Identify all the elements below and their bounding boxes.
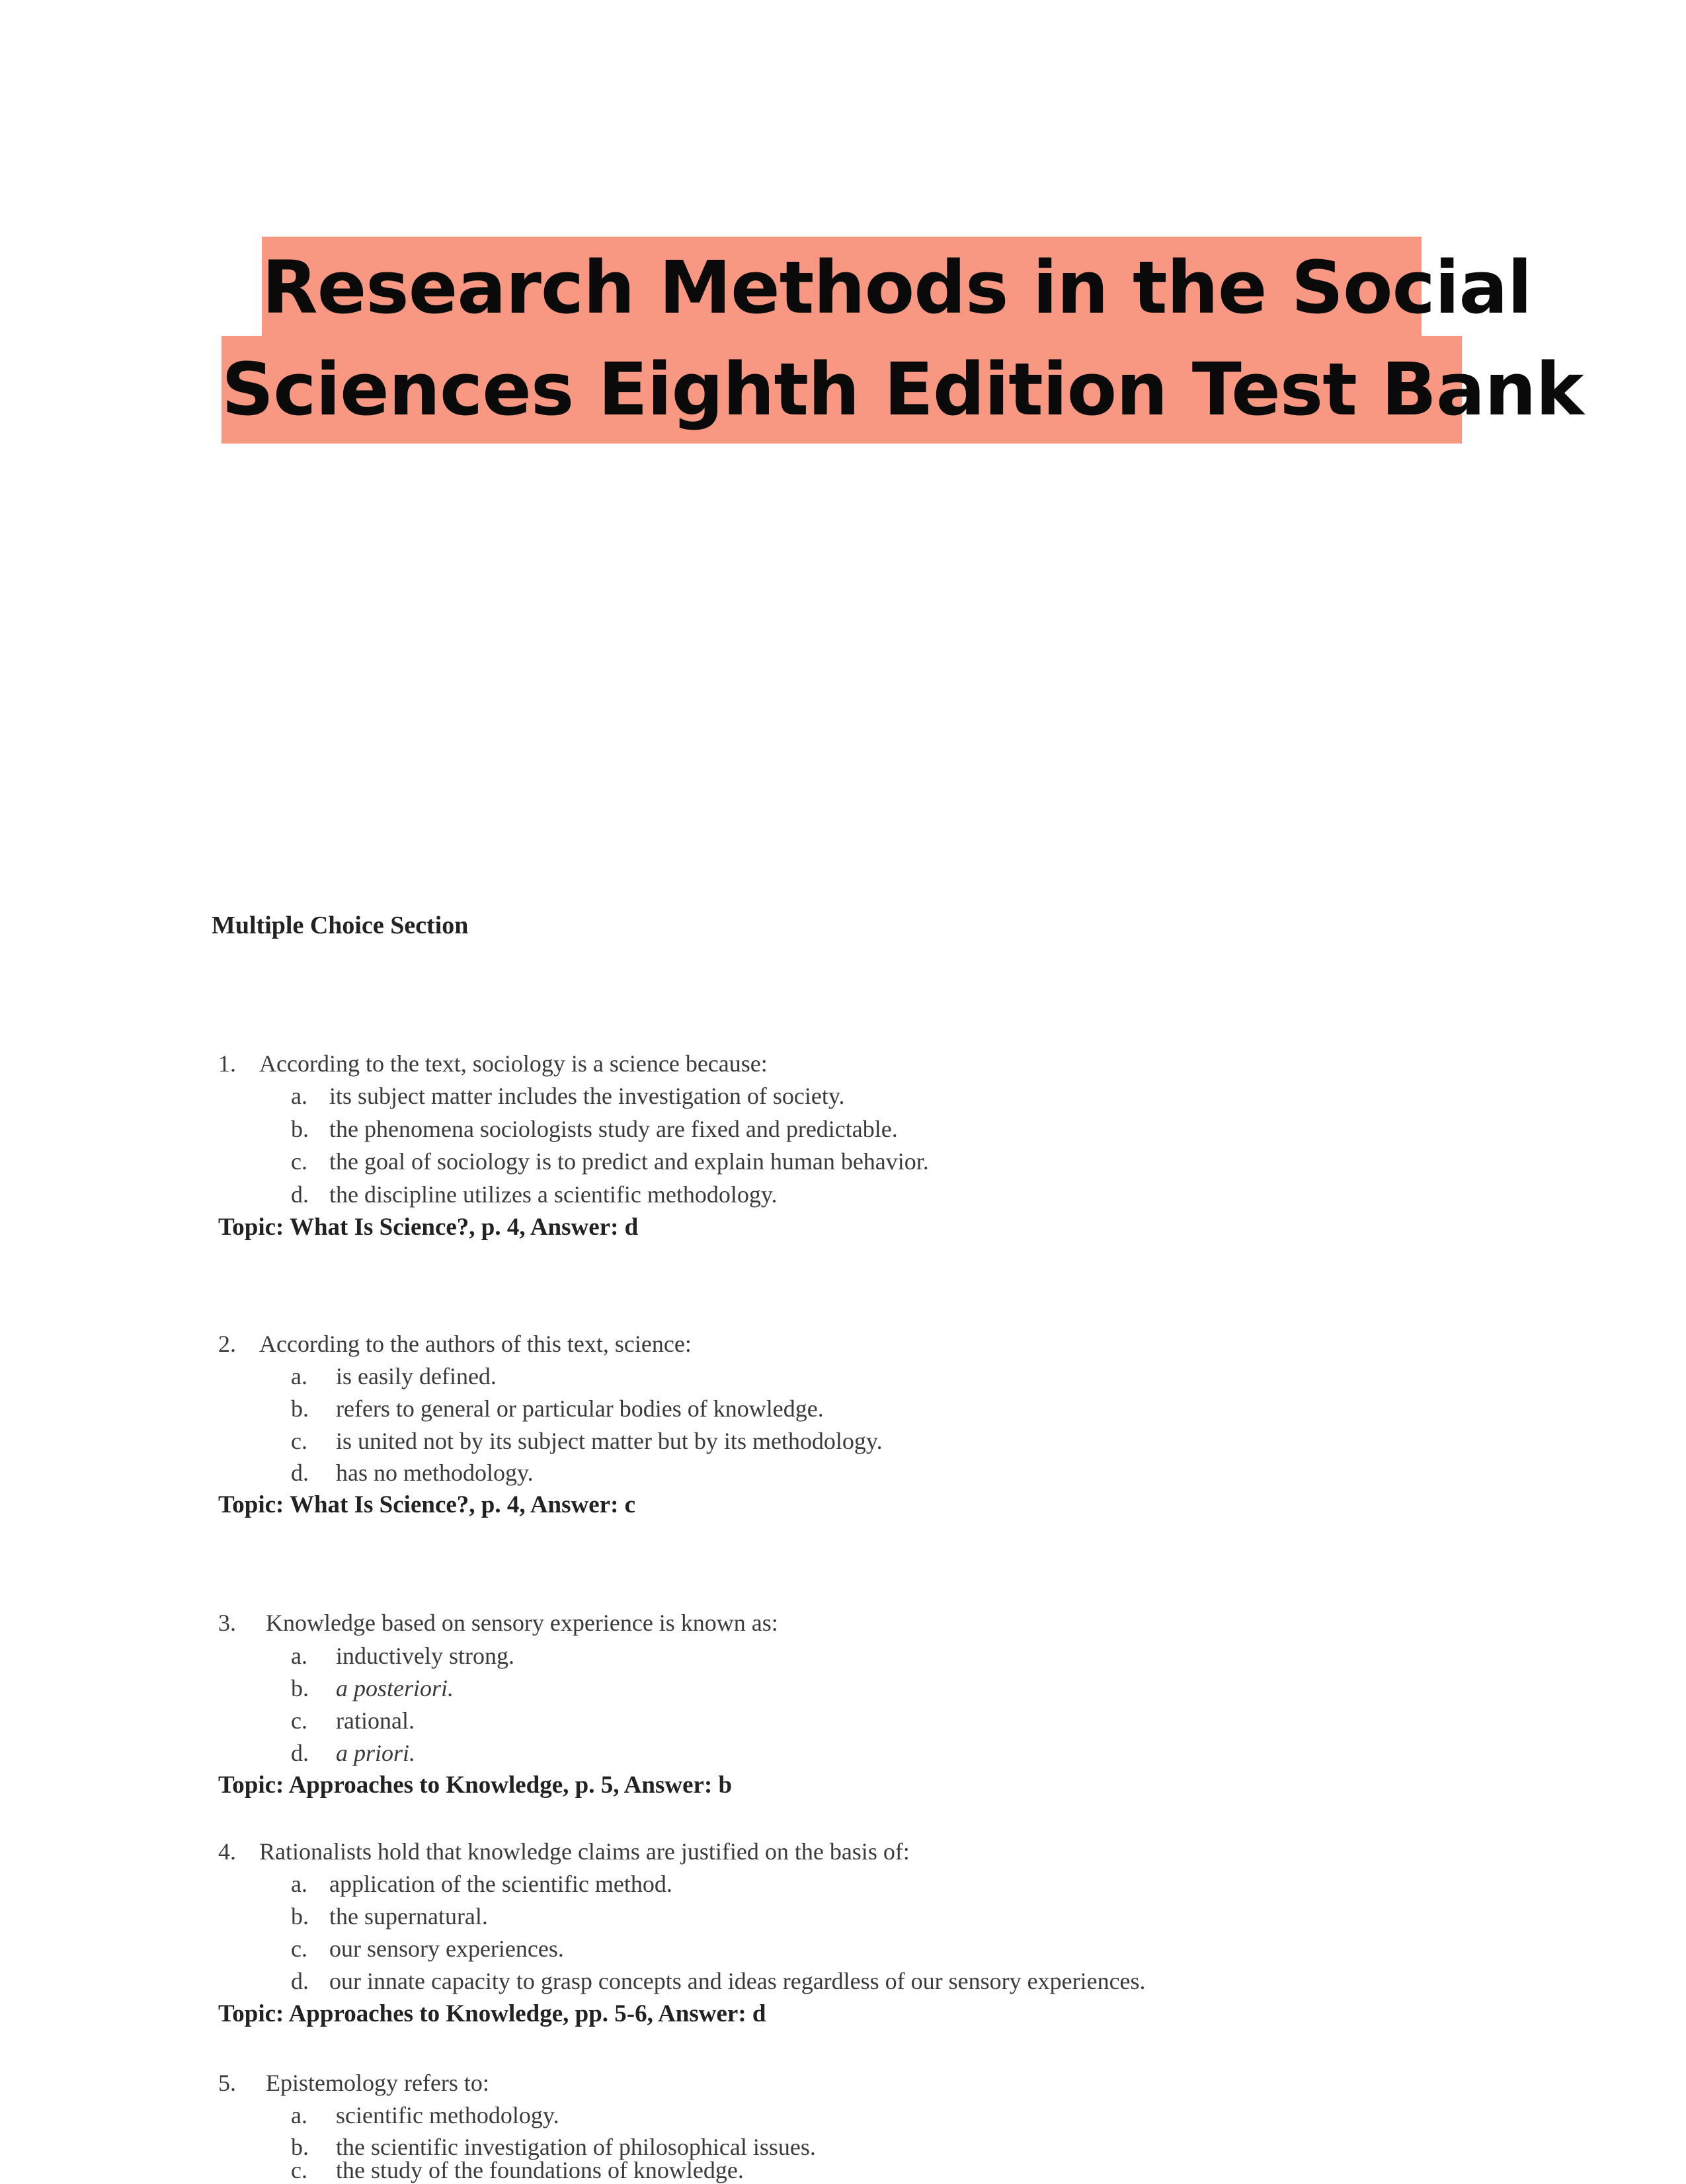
option-letter: b. — [291, 1395, 309, 1422]
question-3-stem — [218, 1609, 778, 1637]
section-heading: Multiple Choice Section — [212, 912, 469, 939]
question-2-option-d — [291, 1459, 534, 1487]
option-text: has no methodology. — [336, 1460, 534, 1486]
question-4-option-a — [291, 1870, 672, 1898]
question-text: Rationalists hold that knowledge claims are justified on the basis of: — [259, 1838, 910, 1865]
title-banner-line-1: Research Methods in the Social — [262, 237, 1422, 338]
question-3-option-c — [291, 1707, 415, 1735]
option-letter: b. — [291, 2134, 309, 2160]
option-text: is united not by its subject matter but by its methodology. — [336, 1428, 883, 1454]
question-1-stem — [218, 1050, 768, 1077]
question-2-option-c — [291, 1427, 883, 1455]
question-number: 2. — [218, 1331, 236, 1357]
option-letter: a. — [291, 1643, 307, 1669]
option-letter: c. — [291, 2157, 307, 2183]
question-1-option-c — [291, 1148, 929, 1175]
question-text: According to the text, sociology is a science because: — [259, 1050, 768, 1077]
option-text: the discipline utilizes a scientific methodology. — [329, 1181, 778, 1208]
option-letter: d. — [291, 1740, 309, 1766]
option-letter: c. — [291, 1707, 307, 1734]
question-2-option-a — [291, 1362, 497, 1390]
question-1-option-d — [291, 1181, 778, 1208]
option-letter: a. — [291, 1083, 307, 1109]
question-4-option-d — [291, 1967, 1146, 1995]
question-2-topic: Topic: What Is Science?, p. 4, Answer: c — [218, 1491, 636, 1518]
option-text: is easily defined. — [336, 1363, 497, 1389]
option-letter: b. — [291, 1675, 309, 1701]
option-text: the phenomena sociologists study are fixed and predictable. — [329, 1116, 898, 1142]
question-number: 1. — [218, 1050, 236, 1077]
question-5-option-c — [291, 2156, 744, 2184]
question-1-option-b — [291, 1115, 898, 1143]
option-text: rational. — [336, 1707, 415, 1734]
option-text: inductively strong. — [336, 1643, 514, 1669]
question-number: 5. — [218, 2070, 236, 2096]
question-text: Knowledge based on sensory experience is known as: — [266, 1610, 778, 1636]
option-text: its subject matter includes the investigation of society. — [329, 1083, 845, 1109]
question-3-option-a — [291, 1642, 514, 1670]
question-number: 4. — [218, 1838, 236, 1865]
question-number: 3. — [218, 1610, 236, 1636]
option-letter: d. — [291, 1181, 309, 1208]
option-letter: d. — [291, 1460, 309, 1486]
option-text: the goal of sociology is to predict and explain human behavior. — [329, 1148, 929, 1175]
option-text: our sensory experiences. — [329, 1935, 564, 1962]
option-letter: a. — [291, 1363, 307, 1389]
question-1-option-a — [291, 1082, 844, 1110]
title-banner-line-2: Sciences Eighth Edition Test Bank — [221, 336, 1462, 444]
option-text: application of the scientific method. — [329, 1871, 672, 1897]
option-text: the supernatural. — [329, 1903, 488, 1930]
question-4-option-b — [291, 1902, 488, 1930]
question-text: According to the authors of this text, science: — [259, 1331, 692, 1357]
option-text: the study of the foundations of knowledge. — [336, 2157, 744, 2183]
question-5-option-a — [291, 2101, 559, 2129]
option-letter: d. — [291, 1968, 309, 1994]
option-letter: b. — [291, 1903, 309, 1930]
question-4-topic: Topic: Approaches to Knowledge, pp. 5-6, Answer: d — [218, 2000, 766, 2027]
question-4-stem — [218, 1838, 910, 1865]
option-letter: c. — [291, 1935, 307, 1962]
option-letter: a. — [291, 2102, 307, 2128]
option-letter: c. — [291, 1148, 307, 1175]
option-letter: a. — [291, 1871, 307, 1897]
question-3-option-b — [291, 1674, 454, 1702]
question-text: Epistemology refers to: — [266, 2070, 489, 2096]
option-text: a posteriori. — [336, 1675, 454, 1701]
option-letter: b. — [291, 1116, 309, 1142]
question-3-topic: Topic: Approaches to Knowledge, p. 5, Answer: b — [218, 1772, 733, 1799]
question-4-option-c — [291, 1935, 564, 1963]
option-text: refers to general or particular bodies of knowledge. — [336, 1395, 824, 1422]
question-3-option-d — [291, 1739, 415, 1767]
question-1-topic: Topic: What Is Science?, p. 4, Answer: d — [218, 1214, 639, 1241]
option-text: a priori. — [336, 1740, 416, 1766]
option-letter: c. — [291, 1428, 307, 1454]
option-text: scientific methodology. — [336, 2102, 559, 2128]
option-text: our innate capacity to grasp concepts and ideas regardless of our sensory experiences. — [329, 1968, 1146, 1994]
option-text: the scientific investigation of philosophical issues. — [336, 2134, 816, 2160]
question-5-stem — [218, 2069, 489, 2097]
question-2-option-b — [291, 1395, 824, 1423]
question-2-stem — [218, 1330, 692, 1358]
